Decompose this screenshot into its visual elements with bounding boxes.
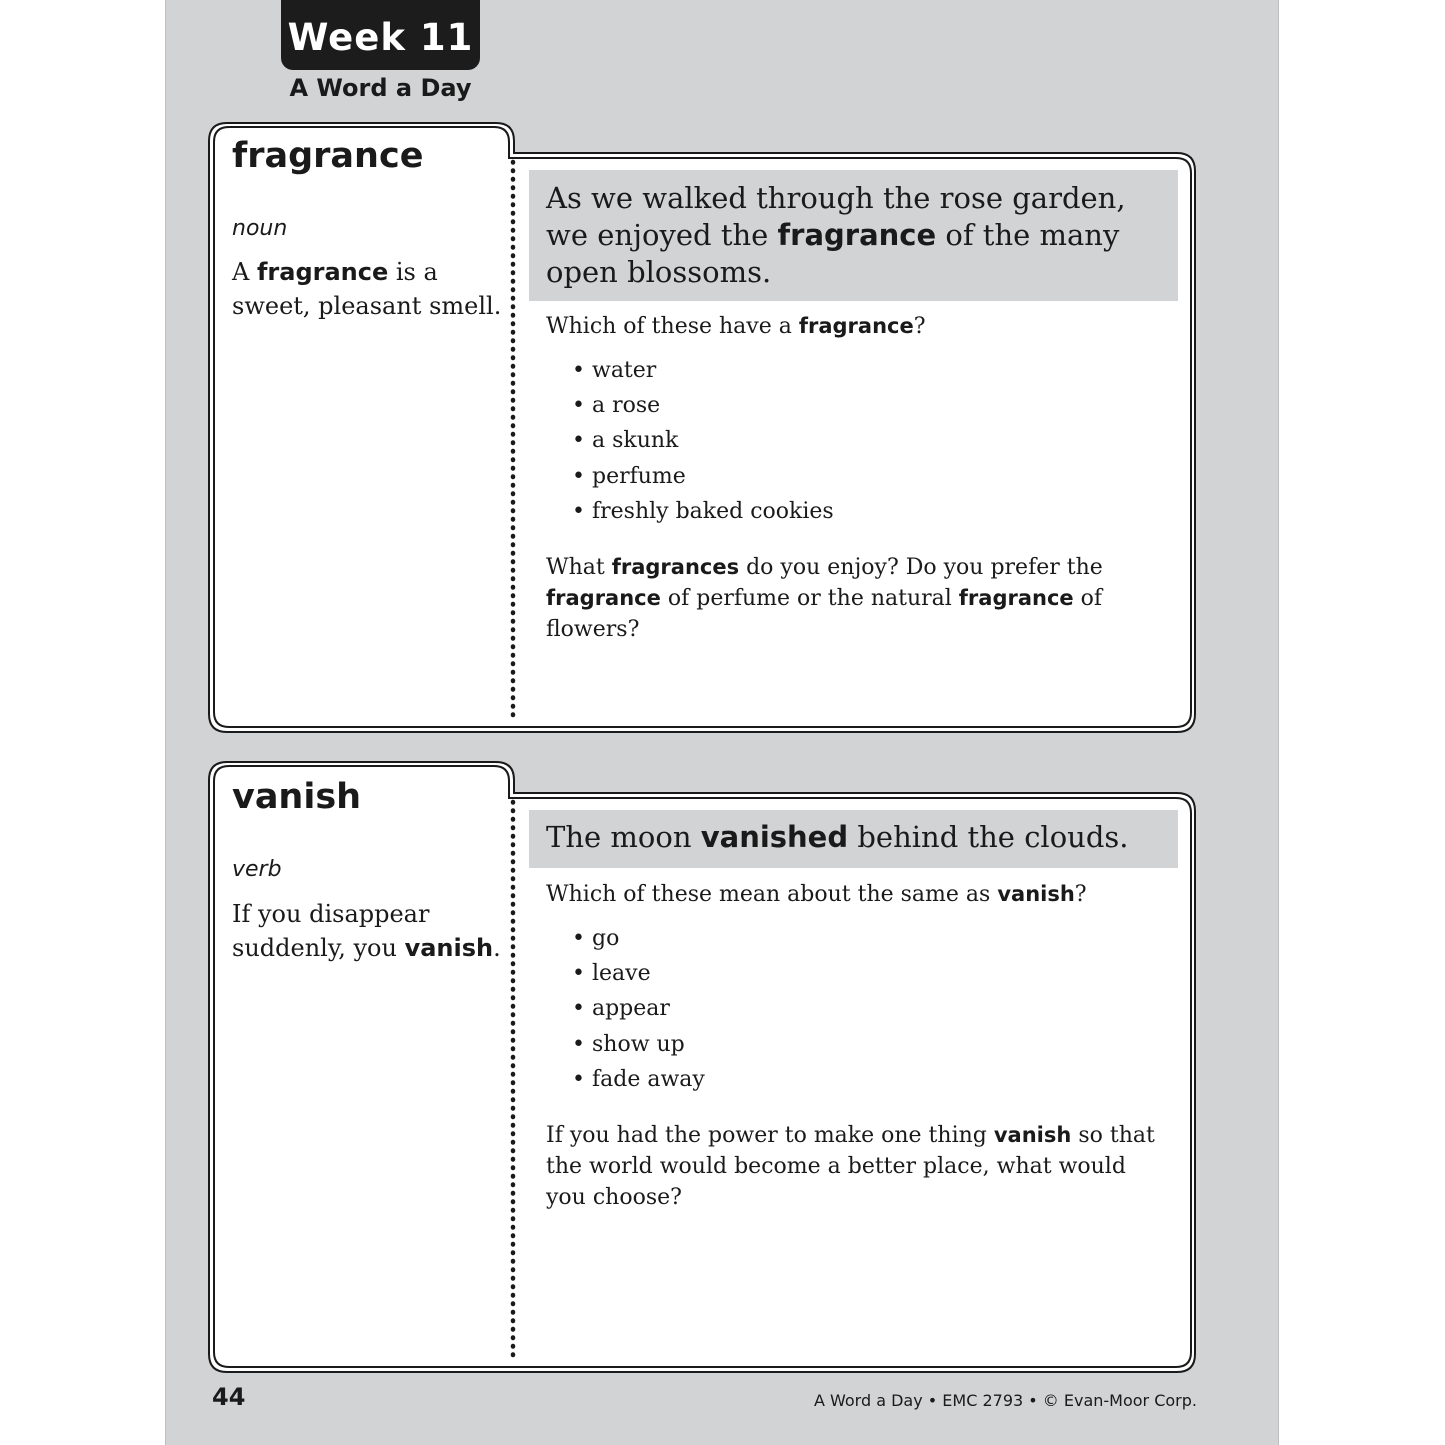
option-item: • appear	[572, 991, 705, 1026]
vocab-word-highlight: fragrance	[777, 218, 937, 252]
text-run: ?	[1074, 882, 1087, 907]
vocab-word-highlight: fragrance	[798, 314, 914, 338]
text-run: of perfume or the natural	[660, 586, 959, 611]
question	[546, 882, 1087, 907]
discussion-prompt	[546, 552, 1171, 645]
text-run: If you disappear suddenly, you	[232, 900, 430, 962]
option-item: • perfume	[572, 459, 834, 494]
option-item: • water	[572, 353, 834, 388]
example-sentence	[529, 810, 1178, 868]
vocab-word-highlight: fragrance	[546, 586, 661, 610]
text-run: behind the clouds.	[848, 820, 1129, 854]
vocab-word-highlight: vanish	[404, 934, 494, 962]
option-item: • leave	[572, 956, 705, 991]
discussion-prompt	[546, 1120, 1171, 1213]
text-run: Which of these mean about the same as	[546, 882, 998, 907]
text-run: The moon	[546, 820, 701, 854]
vocab-word-highlight: fragrance	[958, 586, 1074, 610]
text-run: .	[493, 934, 501, 962]
definition	[232, 897, 502, 965]
vocab-word-highlight: vanished	[700, 820, 849, 854]
example-sentence	[529, 170, 1178, 301]
vocab-word-highlight: vanish	[993, 1123, 1072, 1147]
vocab-word-highlight: fragrances	[611, 555, 740, 579]
text-run: Which of these have a	[546, 314, 799, 339]
option-item: • fade away	[572, 1062, 705, 1097]
week-subtitle: A Word a Day	[289, 74, 472, 102]
text-run: What	[546, 555, 612, 580]
option-item: • go	[572, 921, 705, 956]
text-run: do you enjoy? Do you prefer the	[739, 555, 1103, 580]
option-item: • a rose	[572, 388, 834, 423]
word-title: fragrance	[232, 136, 424, 176]
text-run: so that the world would become a better place, what would you choose?	[546, 1123, 1155, 1210]
part-of-speech: verb	[232, 857, 282, 882]
option-list	[572, 921, 705, 1097]
word-title: vanish	[232, 777, 362, 817]
page-number: 44	[212, 1383, 246, 1411]
text-run: of flowers?	[546, 586, 1103, 642]
text-run: is a sweet, pleasant smell.	[232, 258, 502, 320]
text-run: of the many open blossoms.	[546, 218, 1120, 289]
part-of-speech: noun	[232, 216, 288, 241]
option-item: • a skunk	[572, 423, 834, 458]
text-run: If you had the power to make one thing	[546, 1123, 994, 1148]
question	[546, 314, 926, 339]
vocab-word-highlight: vanish	[997, 882, 1075, 906]
vocab-word-highlight: fragrance	[256, 258, 389, 286]
week-label: Week 11	[287, 15, 474, 59]
text-run: A	[232, 258, 257, 286]
option-list	[572, 353, 834, 529]
option-item: • show up	[572, 1027, 705, 1062]
footer-credit: A Word a Day • EMC 2793 • © Evan-Moor Corp.	[813, 1391, 1197, 1410]
text-run: As we walked through the rose garden, we enjoyed the	[546, 181, 1126, 252]
definition	[232, 255, 502, 323]
option-item: • freshly baked cookies	[572, 494, 834, 529]
text-run: ?	[913, 314, 926, 339]
